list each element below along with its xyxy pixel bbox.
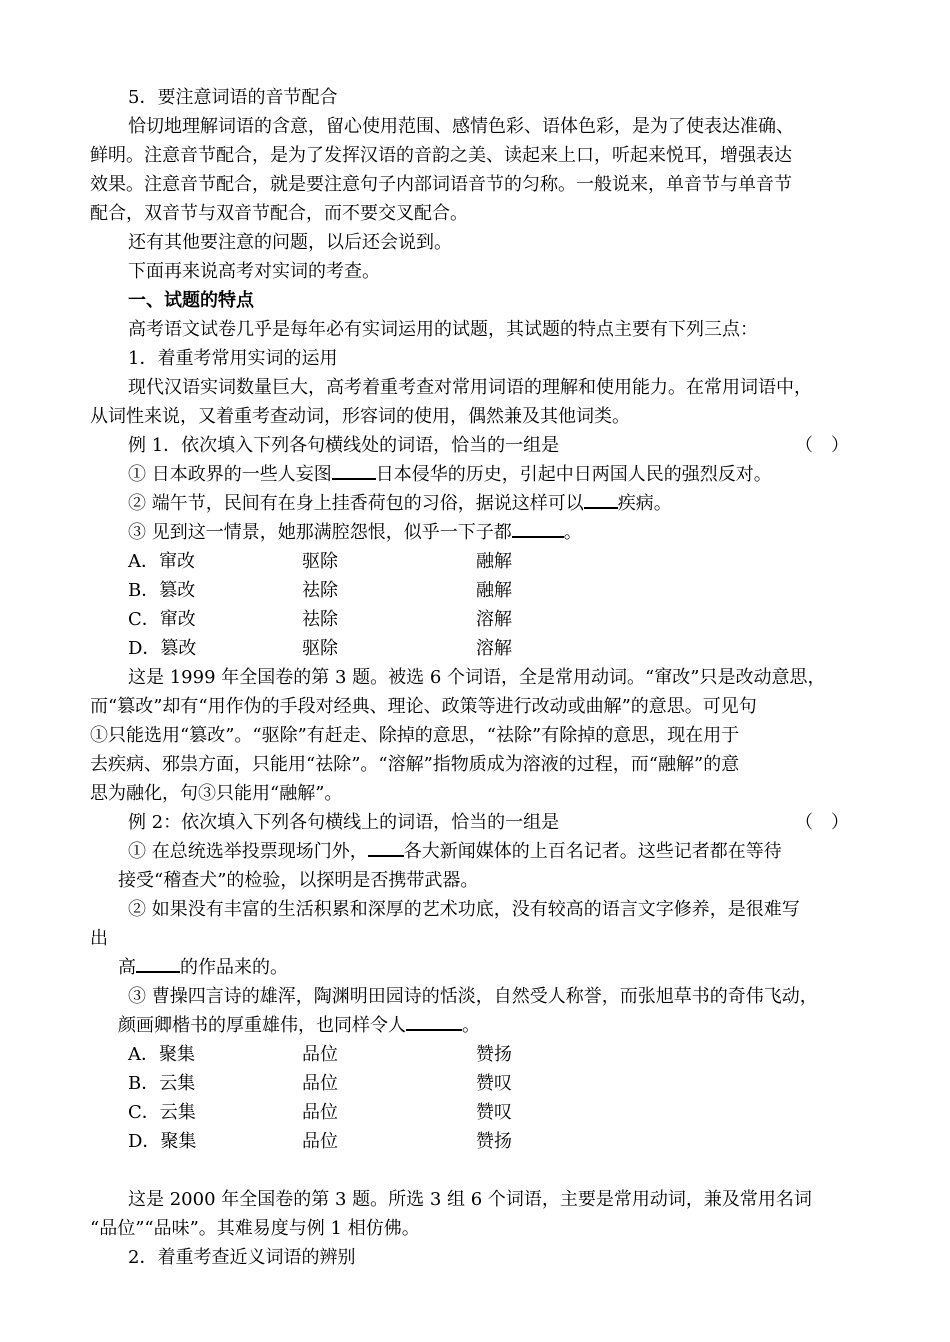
sentence-text: 日本侵华的历史，引起中日两国人民的强烈反对。 [375,464,772,485]
fill-blank [332,460,376,480]
option-word: 赞叹 [476,1102,512,1123]
option-word: 溶解 [476,609,512,630]
option-word: 品位 [302,1073,338,1094]
paragraph-line: 鲜明。注意音节配合，是为了发挥汉语的音韵之美、读起来上口，听起来悦耳，增强表达 [90,145,792,166]
sentence-continuation [118,1011,480,1040]
example-2-sentence-2: ② 如果没有丰富的生活积累和深厚的艺术功底，没有较高的语言文字修养，是很难写 [128,899,800,920]
fill-blank [368,837,404,857]
option-word: 窜改 [159,609,196,630]
option-letter: D． [128,638,161,659]
option-letter: B． [128,580,160,601]
paragraph-line: 思为融化，句③只能用“融解”。 [90,783,343,804]
paragraph-line: 去疾病、邪祟方面，只能用“祛除”。“溶解”指物质成为溶液的过程，而“融解”的意 [90,754,740,775]
sentence-text: 各大新闻媒体的上百名记者。这些记者都在等待 [403,841,782,862]
paragraph-line: 这是 2000 年全国卷的第 3 题。所选 3 组 6 个词语，主要是常用动词，兼及常用名词 [128,1189,812,1210]
option-word: 云集 [159,1102,196,1123]
example-2-sentence-1 [128,837,782,866]
option-word: 溶解 [476,638,512,659]
paragraph-line: ①只能选用“篡改”。“驱除”有赶走、除掉的意思，“祛除”有除掉的意思，现在用于 [90,725,740,746]
option-letter: A． [128,1044,159,1065]
fill-blank [584,489,618,509]
option-word: 品位 [302,1102,338,1123]
fill-blank [512,518,564,538]
paragraph-line: 配合，双音节与双音节配合，而不要交叉配合。 [90,203,468,224]
sentence-text: 疾病。 [617,493,672,514]
option-c [128,605,196,634]
sentence-text: ① 在总统选举投票现场门外， [128,841,368,862]
option-word: 祛除 [302,580,338,601]
option-letter: C． [128,609,160,630]
section-heading-5: 5．要注意词语的音节配合 [128,87,338,108]
example-1-sentence-3 [128,518,582,547]
sentence-text: 。 [563,522,582,543]
sentence-continuation: 出 [90,928,108,949]
option-word: 品位 [302,1044,338,1065]
example-1-text: 例 1．依次填入下列各句横线处的词语，恰当的一组是 [128,435,560,456]
section-title: 一、试题的特点 [128,290,254,311]
fill-blank [136,953,180,973]
sentence-text: 的作品来的。 [180,957,288,978]
option-word: 驱除 [302,638,338,659]
example-1-prompt [128,431,559,460]
answer-parentheses: （ ） [795,812,849,833]
option-word: 窜改 [159,551,195,572]
paragraph-line: 而“篡改”却有“用作伪的手段对经典、理论、政策等进行改动或曲解”的意思。可见句 [90,696,757,717]
sentence-text: ① 日本政界的一些人妄图 [128,464,332,485]
option-letter: A． [128,551,159,572]
option-a [128,547,195,576]
subsection-heading-2: 2．着重考查近义词语的辨别 [128,1247,356,1268]
option-letter: D． [128,1131,161,1152]
option-word: 品位 [302,1131,338,1152]
option-letter: C． [128,1102,160,1123]
sentence-continuation [118,953,288,982]
option-b [128,1069,195,1098]
option-word: 祛除 [302,609,338,630]
sentence-text: 高 [118,957,136,978]
sentence-text: ② 端午节，民间有在身上挂香荷包的习俗，据说这样可以 [128,493,584,514]
option-word: 赞扬 [476,1131,512,1152]
paragraph-line: 这是 1999 年全国卷的第 3 题。被选 6 个词语，全是常用动词。“窜改”只是改动意思， [128,667,826,688]
option-word: 融解 [476,551,512,572]
sentence-text: ③ 见到这一情景，她那满腔怨恨，似乎一下子都 [128,522,512,543]
paragraph-line: 还有其他要注意的问题，以后还会说到。 [128,232,452,253]
option-word: 驱除 [302,551,338,572]
sentence-text: 颜画卿楷书的厚重雄伟，也同样令人 [118,1015,406,1036]
paragraph-line: 从词性来说，又着重考查动词，形容词的使用，偶然兼及其他词类。 [90,406,630,427]
option-letter: B． [128,1073,160,1094]
option-c [128,1098,196,1127]
option-word: 篡改 [159,580,196,601]
paragraph-line: 效果。注意音节配合，就是要注意句子内部词语音节的匀称。一般说来，单音节与单音节 [90,174,792,195]
example-2-prompt: 例 2：依次填入下列各句横线上的词语，恰当的一组是 [128,812,560,833]
paragraph-line: “品位”“品味”。其难易度与例 1 相仿佛。 [90,1218,420,1239]
option-word: 聚集 [160,1131,197,1152]
option-word: 赞扬 [476,1044,512,1065]
example-2-sentence-3: ③ 曹操四言诗的雄浑，陶渊明田园诗的恬淡，自然受人称誉，而张旭草书的奇伟飞动， [128,986,818,1007]
answer-parentheses: （ ） [795,435,849,456]
paragraph-line: 下面再来说高考对实词的考查。 [128,261,380,282]
sentence-continuation: 接受“稽查犬”的检验，以探明是否携带武器。 [118,870,479,891]
option-d [128,1127,196,1156]
option-word: 聚集 [159,1044,195,1065]
example-1-sentence-2 [128,489,672,518]
paragraph-line: 恰切地理解词语的含意，留心使用范围、感情色彩、语体色彩，是为了使表达准确、 [128,116,794,137]
option-d [128,634,196,663]
option-word: 云集 [159,1073,196,1094]
paragraph-line: 现代汉语实词数量巨大，高考着重考查对常用词语的理解和使用能力。在常用词语中， [128,377,812,398]
option-word: 融解 [476,580,512,601]
subsection-heading-1: 1．着重考常用实词的运用 [128,348,338,369]
fill-blank [406,1011,462,1031]
option-b [128,576,195,605]
option-word: 篡改 [160,638,197,659]
example-1-sentence-1 [128,460,772,489]
paragraph-line: 高考语文试卷几乎是每年必有实词运用的试题，其试题的特点主要有下列三点： [128,319,758,340]
option-word: 赞叹 [476,1073,512,1094]
sentence-text: 。 [462,1015,480,1036]
option-a [128,1040,195,1069]
